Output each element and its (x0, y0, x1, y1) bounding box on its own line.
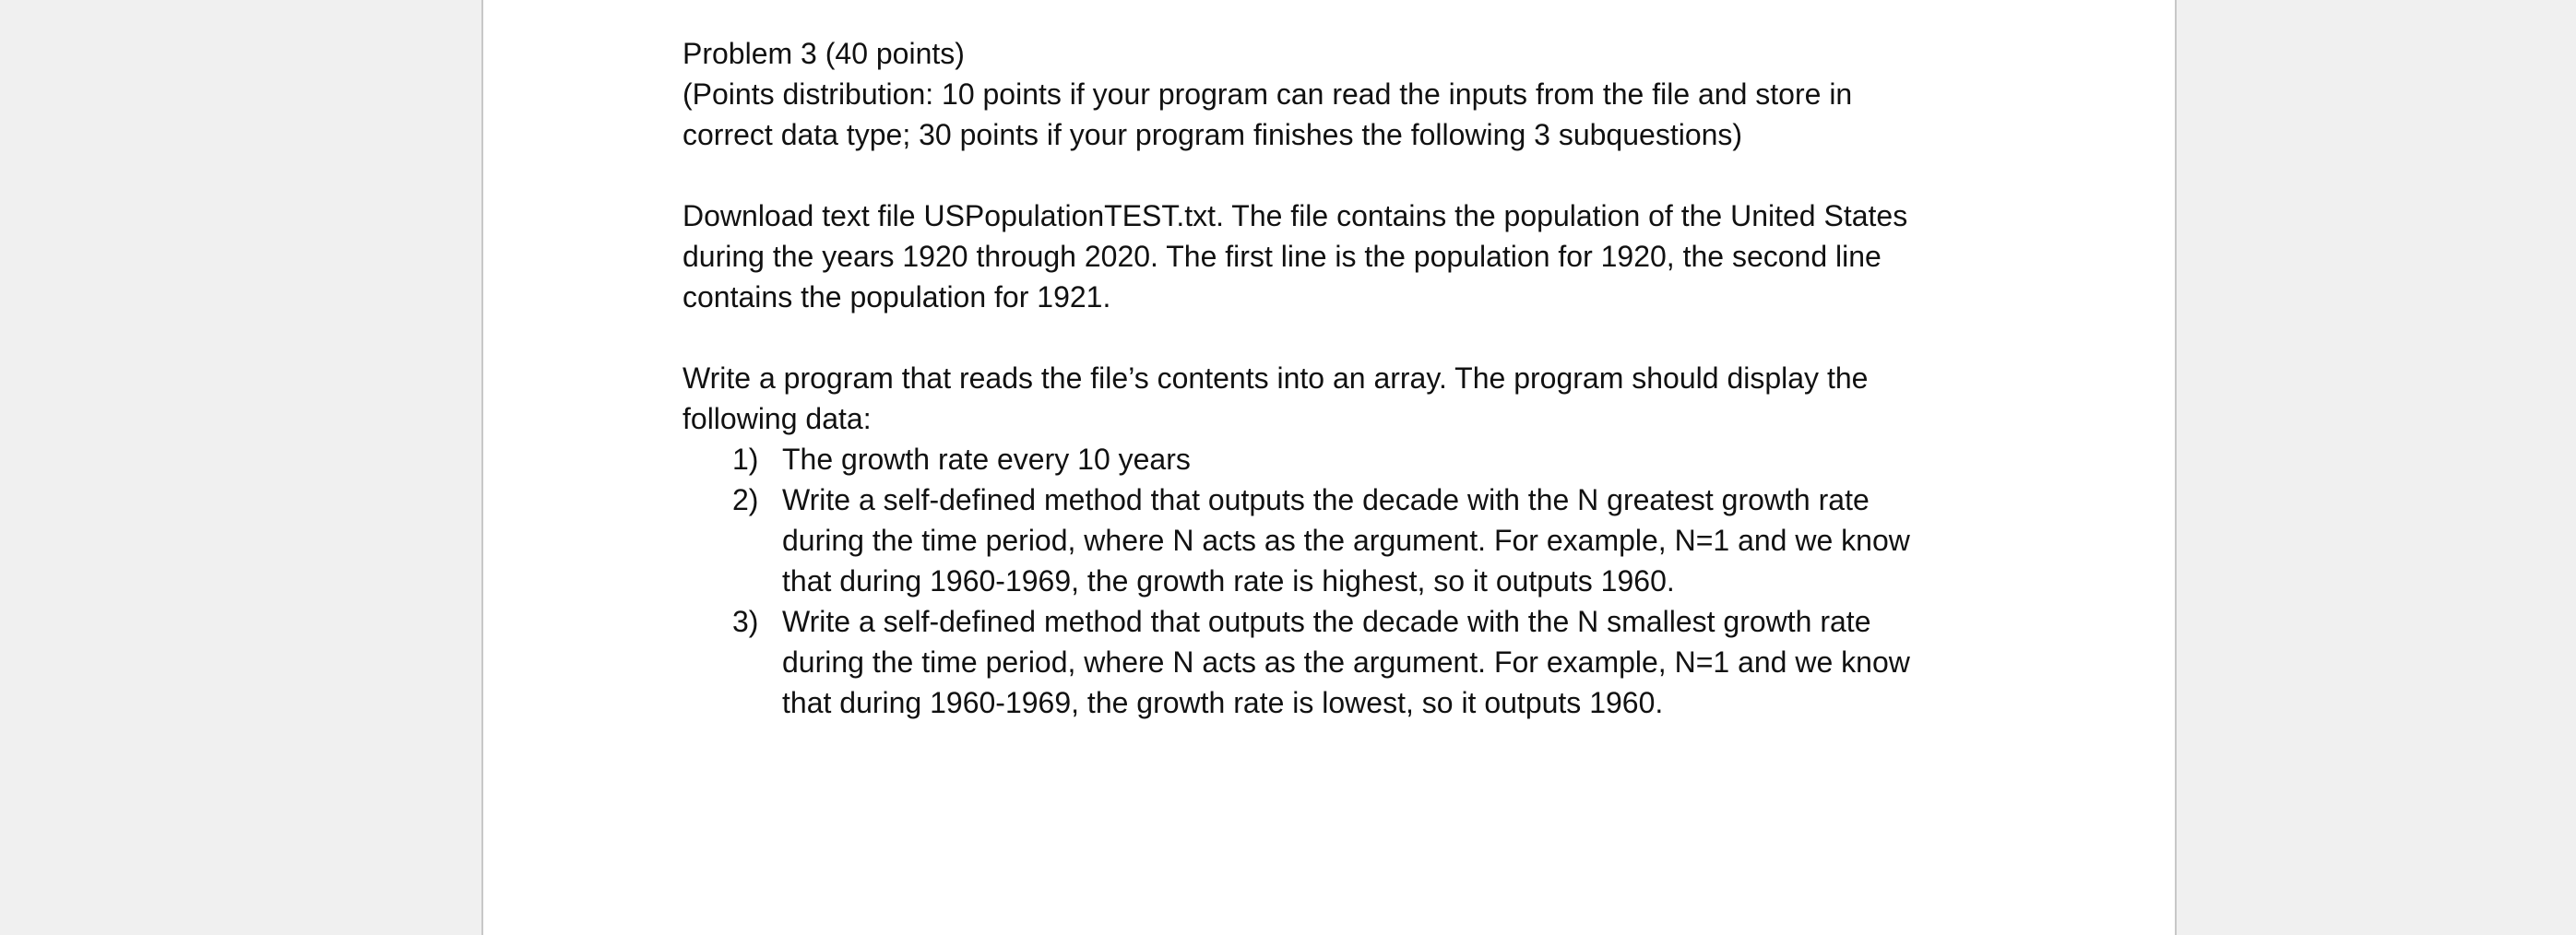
text-line: Download text file USPopulationTEST.txt. The file contains the population of the United States (683, 199, 1908, 232)
subquestion-list (683, 439, 1992, 723)
list-item-number: 1) (732, 443, 759, 476)
paragraph-gap (683, 155, 1992, 195)
list-item (683, 439, 1992, 479)
list-item (683, 601, 1992, 723)
text-line: following data: (683, 402, 872, 435)
text-line: Write a self-defined method that outputs the decade with the N smallest growth rate (782, 605, 1871, 638)
document-page (481, 0, 2177, 935)
text-line: Write a program that reads the file’s contents into an array. The program should display the (683, 361, 1869, 395)
text-line: contains the population for 1921. (683, 280, 1111, 314)
text-line: Write a self-defined method that outputs the decade with the N greatest growth rate (782, 483, 1870, 516)
problem-title (683, 33, 1992, 74)
text-line: The growth rate every 10 years (782, 443, 1191, 476)
document-body (683, 33, 1992, 723)
program-paragraph (683, 358, 1992, 439)
list-item-number: 3) (732, 605, 759, 638)
list-item (683, 479, 1992, 601)
download-paragraph (683, 195, 1992, 317)
paragraph-gap (683, 317, 1992, 358)
list-item-number: 2) (732, 483, 759, 516)
text-line: that during 1960-1969, the growth rate is highest, so it outputs 1960. (782, 564, 1675, 598)
text-line: correct data type; 30 points if your program finishes the following 3 subquestions) (683, 118, 1743, 151)
problem-title-text: Problem 3 (40 points) (683, 37, 965, 70)
text-line: during the time period, where N acts as the argument. For example, N=1 and we know (782, 645, 1910, 679)
text-line: (Points distribution: 10 points if your program can read the inputs from the file and store in (683, 77, 1853, 111)
text-line: during the time period, where N acts as the argument. For example, N=1 and we know (782, 524, 1910, 557)
points-distribution-paragraph (683, 74, 1992, 155)
text-line: that during 1960-1969, the growth rate is lowest, so it outputs 1960. (782, 686, 1664, 719)
text-line: during the years 1920 through 2020. The first line is the population for 1920, the second line (683, 240, 1882, 273)
